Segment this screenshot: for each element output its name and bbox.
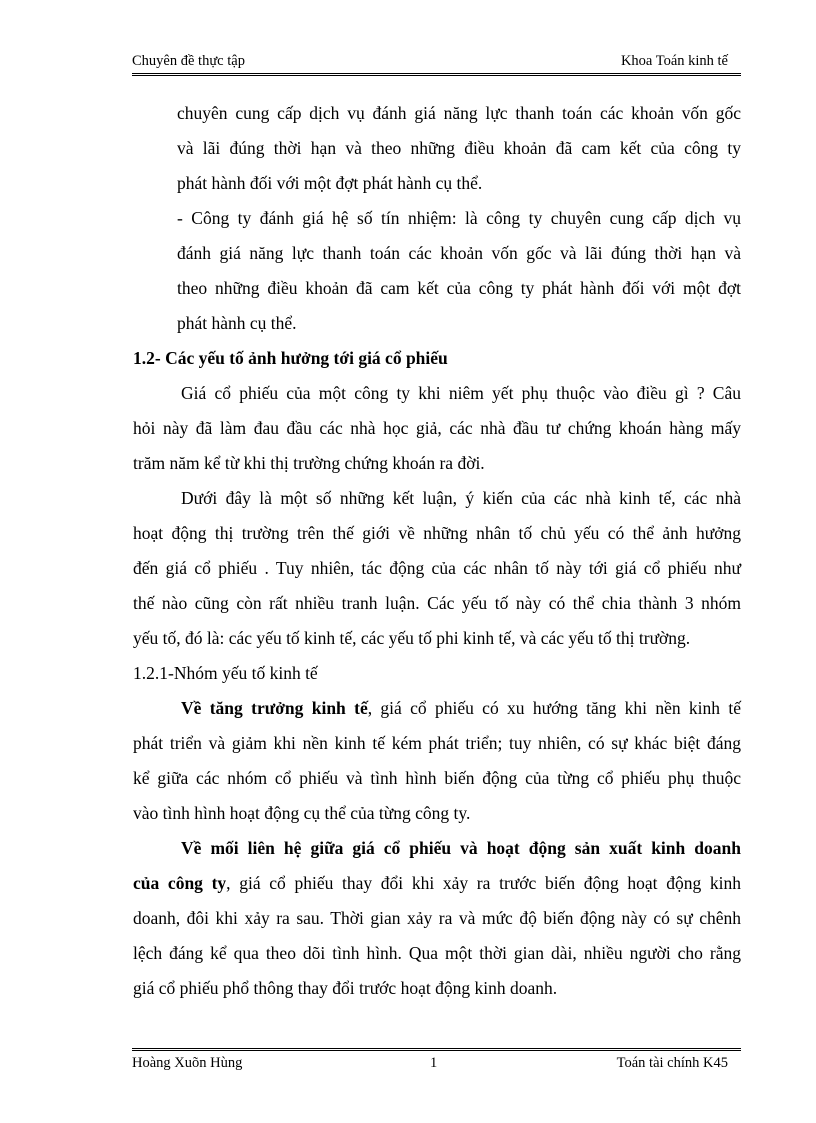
- body-line: phát hành đối với một đợt phát hành cụ thể.: [177, 173, 483, 193]
- page-number: 1: [430, 1055, 438, 1071]
- body-line: [133, 866, 741, 901]
- bold-phrase: Về tăng trưởng kinh tế: [181, 698, 368, 718]
- header-rule: [132, 73, 741, 76]
- footer-rule: [132, 1048, 741, 1051]
- header-right: Khoa Toán kinh tế: [620, 53, 728, 69]
- body-text: , giá cổ phiếu có xu hướng tăng khi nền kinh tế: [367, 698, 741, 718]
- body-line: thế nào cũng còn rất nhiều tranh luận. Các yếu tố này có thể chia thành 3 nhóm: [133, 593, 741, 613]
- body-line: phát hành cụ thể.: [177, 313, 297, 333]
- body-line: trăm năm kể từ khi thị trường chứng khoán ra đời.: [133, 453, 485, 473]
- body-line: đến giá cổ phiếu . Tuy nhiên, tác động của các nhân tố này tới giá cổ phiếu như: [133, 558, 741, 578]
- footer-class: Toán tài chính K45: [616, 1055, 728, 1071]
- header-left: Chuyên đề thực tập: [132, 53, 245, 69]
- body-line: Về mối liên hệ giữa giá cổ phiếu và hoạt động sản xuất kinh doanh: [181, 838, 741, 858]
- body-line: vào tình hình hoạt động cụ thể của từng công ty.: [133, 803, 471, 823]
- body-line: phát triển và giảm khi nền kinh tế kém phát triển; tuy nhiên, có sự khác biệt đáng: [133, 733, 741, 753]
- body-line: Dưới đây là một số những kết luận, ý kiến của các nhà kinh tế, các nhà: [181, 488, 741, 508]
- body-line: Giá cổ phiếu của một công ty khi niêm yết phụ thuộc vào điều gì ? Câu: [181, 383, 741, 403]
- body-line: đánh giá năng lực thanh toán các khoản vốn gốc và lãi đúng thời hạn và: [177, 243, 741, 263]
- body-line: chuyên cung cấp dịch vụ đánh giá năng lực thanh toán các khoản vốn gốc: [177, 103, 741, 123]
- section-heading-1-2: 1.2- Các yếu tố ảnh hưởng tới giá cổ phiếu: [133, 348, 448, 368]
- body-line: doanh, đôi khi xảy ra sau. Thời gian xảy ra và mức độ biến động này có sự chênh: [133, 908, 741, 928]
- body-line: [133, 691, 741, 726]
- body-line: - Công ty đánh giá hệ số tín nhiệm: là công ty chuyên cung cấp dịch vụ: [177, 208, 741, 228]
- footer-author: Hoàng Xuõn Hùng: [132, 1055, 243, 1071]
- body-line: và lãi đúng thời hạn và theo những điều khoản đã cam kết của công ty: [177, 138, 741, 158]
- body-line: hỏi này đã làm đau đầu các nhà học giả, các nhà đầu tư chứng khoán hàng mấy: [133, 418, 741, 438]
- body-line: theo những điều khoản đã cam kết của công ty phát hành đối với một đợt: [177, 278, 741, 298]
- body-line: lệch đáng kể qua theo dõi tình hình. Qua một thời gian dài, nhiều người cho rằng: [133, 943, 741, 963]
- section-heading-1-2-1: 1.2.1-Nhóm yếu tố kinh tế: [133, 663, 318, 683]
- body-line: yếu tố, đó là: các yếu tố kinh tế, các yếu tố phi kinh tế, và các yếu tố thị trường.: [133, 628, 691, 648]
- body-line: hoạt động thị trường trên thế giới về những nhân tố chủ yếu có thể ảnh hưởng: [133, 523, 741, 543]
- document-body: [133, 96, 741, 1006]
- body-line: giá cổ phiếu phổ thông thay đổi trước hoạt động kinh doanh.: [133, 978, 558, 998]
- bold-phrase: của công ty: [133, 873, 227, 893]
- body-text: , giá cổ phiếu thay đổi khi xảy ra trước biến động hoạt động kinh: [226, 873, 741, 893]
- page-header: [132, 53, 728, 70]
- body-line: kể giữa các nhóm cổ phiếu và tình hình biến động của từng cổ phiếu phụ thuộc: [133, 768, 741, 788]
